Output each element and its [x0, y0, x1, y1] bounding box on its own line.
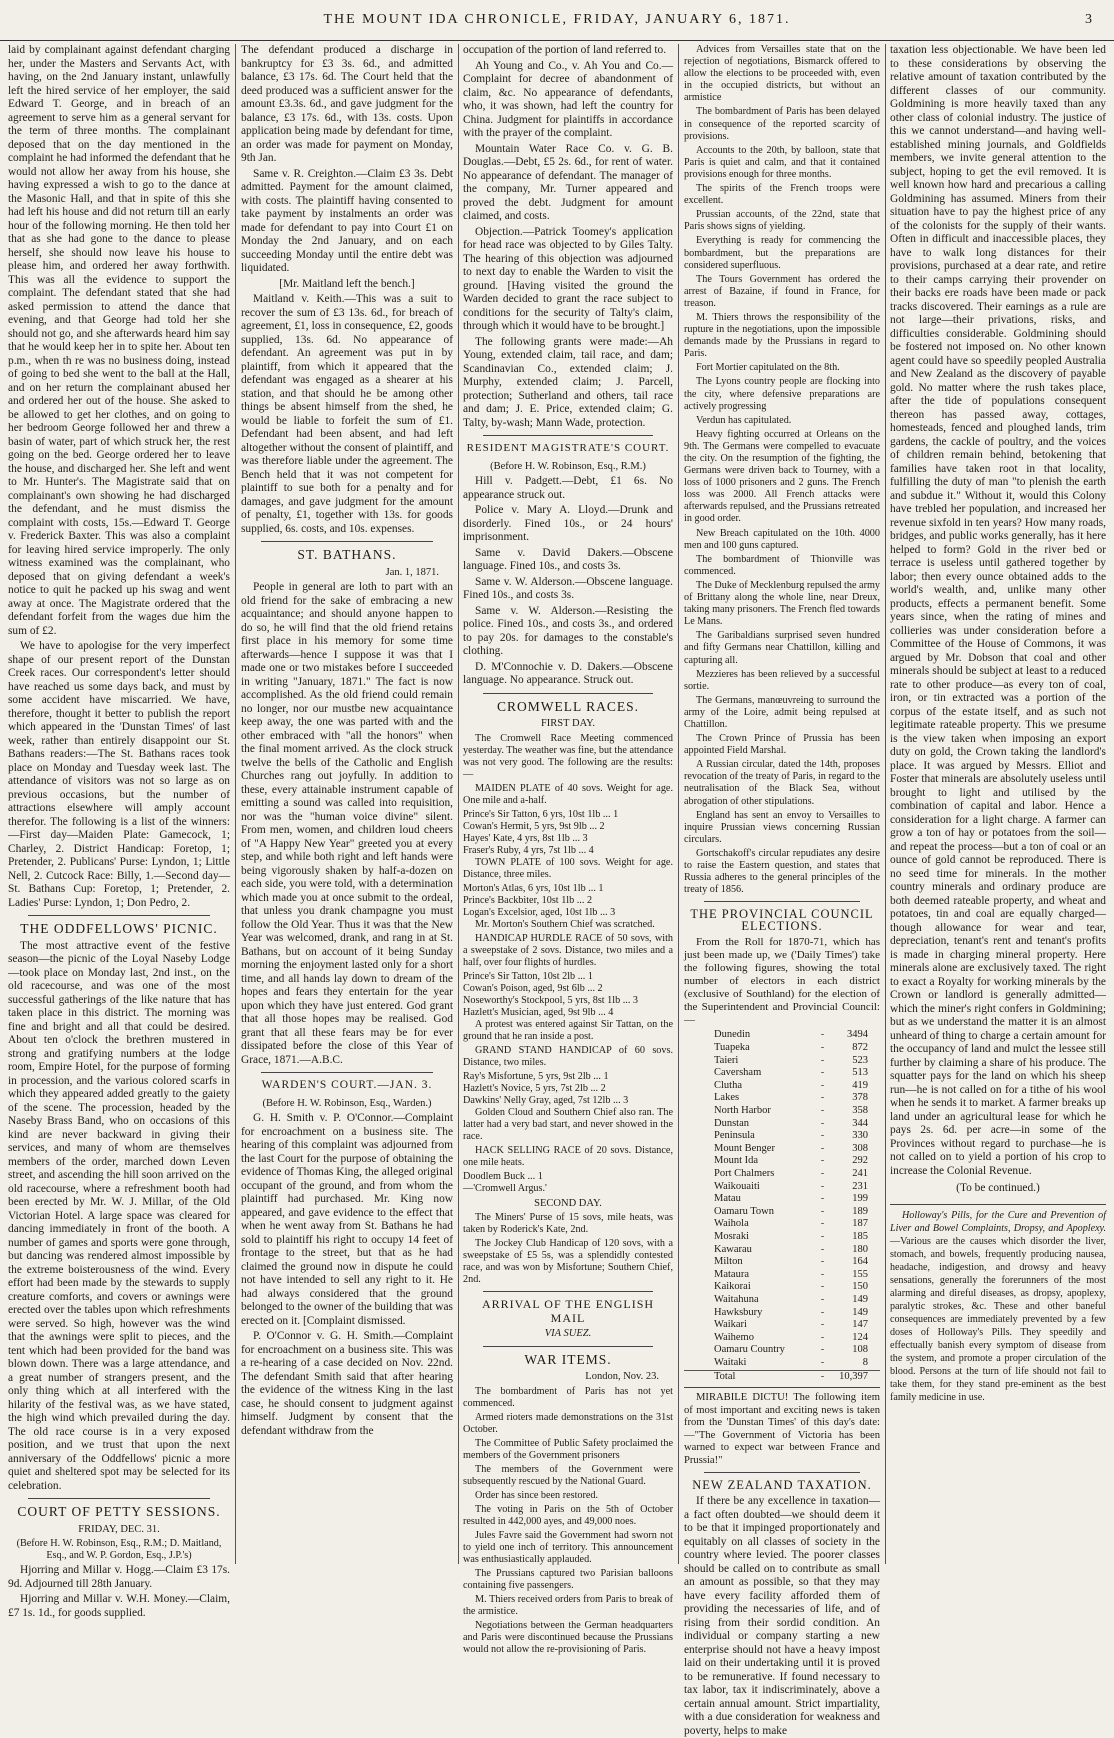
electors-count: 513: [852, 1067, 868, 1079]
electors-count: 241: [852, 1168, 868, 1179]
race-heading: TOWN PLATE of 100 sovs. Weight for age. Distance, three miles.: [463, 856, 673, 880]
race-note: Golden Cloud and Southern Chief also ran. The latter had a very bad start, and never showed in the race.: [463, 1106, 673, 1142]
case-paragraph: Hjorring and Millar v. W.H. Money.—Claim, £7 1s. 1d., for goods supplied.: [8, 1593, 230, 1619]
war-item: The bombardment of Paris has not yet commenced.: [463, 1385, 673, 1409]
electors-row: Peninsula - 330: [684, 1130, 880, 1143]
taxation-continuation: taxation less objectionable. We have been led to these considerations by observing the relative amount of taxation contributed by the different classes of our community. Goldmining is more heavily taxed than any other class of colonial industry. The justice of this we cannot understand—and having well-established mining journals, and Goldfields members, we invite general attention to the subject, hoping to get the evil removed. It is well known how hard and precarious a calling Goldmining has assumed. Miners from their situation have to pay the highest price of any of the colonists for the supply of their wants. Often in difficult and inaccessible places, they have to walk long distances for their provisions, purchased at a dear rate, and retire to their camps carrying their provender on their backs ere roads have been made or pack tracks discovered. Their earnings as a rule are not large—their privations, risks, and difficulties considerable. Goldmining should be fostered not imposed on. No other known agent could have so speedily peopled Australia and New Zealand as the discovery of payable gold. No matter where the rush takes place, after the tide of populations consequent thereon has passed away, cottages, homesteads, fenced and ploughed lands, trim gardens, the cackle of poultry, and the voices of children remain behind, betokening that families have taken root in that locality, fulfilling the duty of man "to plenish the earth and subdue it." Without it, would this Colony have trebled her population, and increased her revenue sixfold in ten years? How many roads, bridges, and public works generally, has it here helped to form? Gold in the river bed or terrace is useless until gathered together by labor; then every ounce obtained adds to the world's wealth, and, unlike many other products, effects a permanent benefit. Some years since, when the rating of mines and collieries was under consideration before a Committee of the House of Commons, it was argued by Mr. Dobson that coal and other minerals should be subject at least to a reduced rate to other produce—as every ton of coal, iron, or tin extracted was a portion of the corpus of the estate itself, and as such not legitimate rateable property. This we presume is the view taken when imposing an export duty on gold, the Crown taking the landlord's place. It was argued by Messrs. Elliot and Foster that minerals are absolutely useless until brought to light and utilised by the combination of capital and labor. Hence a consideration for a light charge. A farmer can grow a ton of hay or potatoes from the soil—and repeat the process—but a ton of coal or an ounce of gold cannot be reproduced. There is no seed time for minerals. In the mother country minerals and ordinary produce are both deemed rateable property, and wheat and potatoes, tin and coal are equally charged—though allowance for wear and tear, depreciation, tenant's rent and tenant's profits is made in charging mineral property. Here minerals alone are exclusively taxed. The right to exact a Royalty for working minerals by the Crown or landlord is generally admitted—which the miner's right confers in Goldmining; but as we understand the matter it is an almost unheard of thing to charge a certain amount for the occupancy of land and mulct the lessee still further by claiming a share of his produce. The squatter pays for the land on which his sheep run—he is not called on for a tithe of his wool when he sends it to market. A farmer breaks up land under an agricultural lease for which he pays 2s. 6d. per acre—in some of the Provinces without regard to purchase—he is not called on to yield a portion of his crop to increase the Colonial Revenue.: [890, 44, 1106, 1177]
race-heading: HANDICAP HURDLE RACE of 50 sovs, with a sweepstake of 2 sovs. Distance, two miles and a half, over four flights of hurdles.: [463, 932, 673, 968]
district-name: Kawarau: [714, 1243, 752, 1255]
headline-wardens-court: WARDEN'S COURT.—JAN. 3.: [261, 1079, 433, 1091]
war-item: The Committee of Public Safety proclaimed the members of the Government prisoners: [463, 1437, 673, 1461]
electors-row: Oamaru Town - 189: [684, 1206, 880, 1219]
war-item: The spirits of the French troops were excellent.: [684, 183, 880, 207]
headline-war-items: WAR ITEMS.: [524, 1351, 612, 1367]
electors-count: 155: [852, 1268, 868, 1280]
electors-count: 164: [852, 1256, 868, 1268]
column-rule: [678, 44, 679, 1564]
district-name: Lakes: [714, 1092, 740, 1104]
electors-count: 358: [852, 1105, 868, 1117]
district-name: Taieri: [714, 1054, 739, 1066]
electors-row: Lakes - 378: [684, 1092, 880, 1105]
race-result: Cowan's Hermit, 5 yrs, 9st 9lb ... 2: [463, 820, 605, 832]
district-name: Kaikorai: [714, 1281, 751, 1293]
electors-count: 8: [862, 1356, 868, 1368]
district-name: Caversham: [714, 1067, 762, 1079]
total-value: 10,397: [825, 1370, 880, 1383]
race-result: Doodlem Buck ... 1: [463, 1170, 543, 1182]
divider: [261, 1072, 433, 1073]
race-result: Hazlett's Musician, aged, 9st 9lb ... 4: [463, 1006, 614, 1018]
race-result: Prince's Sir Tatton, 10st 2lb ... 1: [463, 970, 593, 982]
war-item: Advices from Versailles state that on the rejection of negotiations, Bismarck offered to allow the elections to be proceeded with, even in the occupied districts, but without an armistice: [684, 44, 880, 104]
electors-row: Taieri - 523: [684, 1055, 880, 1068]
district-name: Waikari: [714, 1319, 747, 1331]
war-item: Mezzieres has been relieved by a successful sortie.: [684, 668, 880, 692]
district-name: Tuapeka: [714, 1042, 750, 1054]
electors-row: Port Chalmers - 241: [684, 1168, 880, 1181]
case-paragraph: Ah Young and Co., v. Ah You and Co.—Complaint for decree of abandonment of claim, &c. No appearance of defendants, who, it was shown, had left the country for China. Judgment for plaintiffs in accordance with the prayer of the complaint.: [463, 59, 673, 139]
electors-row: Hawksbury - 149: [684, 1307, 880, 1320]
divider: [704, 1472, 860, 1473]
war-item: New Breach capitulated on the 10th. 4000 men and 100 guns captured.: [684, 527, 880, 551]
rm-court-bench: (Before H. W. Robinson, Esq., R.M.): [490, 460, 646, 472]
district-name: Mataura: [714, 1268, 749, 1280]
case-paragraph: Mountain Water Race Co. v. G. B. Douglas.—Debt, £5 2s. 6d., for rent of water. No appearance of defendant. The manager of the company, Mr. Turner appeared and proved the debt. Judgment for amount claimed, and costs.: [463, 142, 673, 222]
race-day-heading: SECOND DAY.: [534, 1197, 602, 1209]
article-continuation: laid by complainant against defendant charging her, under the Masters and Servants Act, with having, on the 2nd January instant, unlawfully left the hired service of her employer, the said Edward T. George, and in breach of an agreement to serve him as a general servant for the term of three months. The complainant deposed that on the day mentioned in the complaint he had informed the defendant that he would not allow her away from his house, she having expressed a wish to go to the dance at the Masonic Hall, and that in spite of this she had left his house and did not return till an early hour of the following morning. He then told her that as she had gone to the dance to please herself, she should now leave his house to please him, and ordered her away forthwith. This was all the evidence to support the complaint. The defendant stated that she had asked permission to attend the dance that evening, and that George had told her she should not go, and she afterwards heard him say that he would keep her in to spite her. About ten p.m., when th re was no business doing, instead of going to bed she went to the ball at the Hall, and on her return the complainant abused her and ordered her out of the house. She asked to be allowed to get her clothes, and on going to her bedroom George followed her and threw a basin of water, part of which struck her, the rest going on the bed. George ordered her to leave the house, and discharged her. She left and went to Mr. Hunter's. The Magistrate said that on complainant's own showing he had discharged the defendant, and he must dismiss the complaint with costs, 15s.—Edward T. George v. Frederick Baxter. This was also a complaint for leaving hired service improperly. The only witness examined was the complainant, who deposed that on giving defendant a week's notice to quit he packed up his swag and went away at once. The Magistrate ordered that the defendant forfeit from the wages due him the sum of £2.: [8, 44, 230, 637]
electors-count: 180: [852, 1243, 868, 1255]
divider: [890, 1204, 1106, 1205]
case-paragraph: Same v. W. Alderson.—Resisting the police. Fined 10s., and costs 3s., and ordered to pay 20s. for damages to the constable's clothing.: [463, 604, 673, 657]
divider: [483, 1346, 653, 1347]
electors-row: Kawarau - 180: [684, 1244, 880, 1257]
war-item: Negotiations between the German headquarters and Paris were discontinued because the Prussians would not allow the re-provisioning of Paris.: [463, 1619, 673, 1655]
newspaper-title: THE MOUNT IDA CHRONICLE, FRIDAY, JANUARY 6, 1871.: [323, 12, 791, 27]
electors-row: Milton - 164: [684, 1256, 880, 1269]
wardens-court-bench: (Before H. W. Robinson, Esq., Warden.): [262, 1097, 432, 1109]
war-item: Gortschakoff's circular repudiates any desire to raise the Eastern question, and states that Russia adheres to the general principles of the treaty of 1856.: [684, 847, 880, 896]
district-name: Mosraki: [714, 1230, 749, 1242]
electors-row: Mosraki - 185: [684, 1231, 880, 1244]
war-item: The Lyons country people are flocking into the city, where defensive preparations are actively progressing: [684, 376, 880, 412]
war-item: The Crown Prince of Prussia has been appointed Field Marshal.: [684, 733, 880, 757]
electors-count: 308: [852, 1142, 868, 1154]
district-name: Dunstan: [714, 1117, 749, 1129]
war-item: Prussian accounts, of the 22nd, state that Paris shows signs of yielding.: [684, 209, 880, 233]
electors-row: Caversham - 513: [684, 1067, 880, 1080]
st-bathans-paragraph: People in general are loth to part with an old friend for the sake of embracing a new acquaintance; and should anyone happen to do so, he will find that the old friend retains first place in his memory for some time afterwards—hence I suppose it was that I made one or two mistakes before I succeeded in writing "January, 1871." The fact is now accomplished. As the old friend could remain no longer, nor our mustbe new acquaintance keep away, the one was parted with and the other embraced with "all the honors" when the final moment arrived. As the clock struck twelve the bells of the Catholic and English Churches rang out joyfully. In addition to these, every attainable instrument capable of emitting a sound was called into requisition, nor was the "human voice divine" silent. From men, women, and children loud cheers of "A Happy New Year" greeted you at every step, and while both right and left hands were being vigorously shaken by half-a-dozen on each side, you were told, with a determination which made you at once submit to the ordeal, that unless you drank champagne you must follow the Old Year. Thus it was that the New Year was welcomed, drank, and rang in at St. Bathans, but on account of it being Sunday morning the enjoyment lasted only for a short time, and all hands lay down to dream of the hopes and fears they entertain for the year upon which they have just entered. God grant that all those hopes may be realised. God grant that all these fears may be for ever dissipated before the close of this Year of Grace, 1871.—A.B.C.: [241, 581, 453, 1066]
war-item: Armed rioters made demonstrations on the 31st October.: [463, 1411, 673, 1435]
source-credit: —'Cromwell Argus.': [463, 1182, 547, 1194]
case-paragraph: Same v. R. Creighton.—Claim £3 3s. Debt admitted. Payment for the amount claimed, with costs. The plaintiff having consented to take payment by instalments an order was made for defendant to pay into Court £1 on Monday the 2nd January, and on each succeeding Monday until the entire debt was liquidated.: [241, 167, 453, 274]
elections-intro: From the Roll for 1870-71, which has just been made up, we ('Daily Times') take the following figures, showing the total number of electors in each district (exclusive of Southland) for the election of the Superintendent and Provincial Council:—: [684, 936, 880, 1027]
electors-count: 149: [852, 1306, 868, 1318]
electors-count: 150: [852, 1281, 868, 1293]
race-note: Mr. Morton's Southern Chief was scratched.: [475, 918, 655, 930]
headline-english-mail: ARRIVAL OF THE ENGLISH MAIL: [481, 1297, 655, 1325]
masthead: [0, 0, 1114, 41]
electors-count: 872: [852, 1042, 868, 1054]
electors-row: Waikari - 147: [684, 1319, 880, 1332]
case-paragraph: G. H. Smith v. P. O'Connor.—Complaint for encroachment on a business site. The hearing of this complaint was adjourned from the last Court for the purpose of obtaining the evidence of Thomas King, the alleged original occupant of the ground, and from whom the plaintiff had purchased. Mr. King now appeared, and gave evidence to the effect that when he went away from St. Bathans he had sold to plaintiff his right to occupy 14 feet of frontage to the street, but that as he had claimed the ground now in dispute he could not have intended to sell any right to it. He had always considered that the ground belonged to the owner of the building that was erected on it. [Complaint dismissed.: [241, 1112, 453, 1327]
race-result: Morton's Atlas, 6 yrs, 10st 1lb ... 1: [463, 882, 604, 894]
electors-row: Dunstan - 344: [684, 1118, 880, 1131]
race-day-heading: FIRST DAY.: [540, 718, 596, 729]
district-name: Matau: [714, 1193, 741, 1205]
advert-title: Holloway's Pills, for the Cure and Prevention of Liver and Bowel Complaints, Dropsy, and Apoplexy.: [890, 1209, 1106, 1234]
war-item: England has sent an envoy to Versailles to inquire Prussian views concerning Russian circulars.: [684, 809, 880, 845]
electors-row: North Harbor - 358: [684, 1105, 880, 1118]
electors-row: Mount Ida - 292: [684, 1155, 880, 1168]
electors-count: 149: [852, 1293, 868, 1305]
electors-count: 523: [852, 1054, 868, 1066]
district-name: Waitahuna: [714, 1293, 759, 1305]
column-3: [463, 44, 673, 1655]
case-paragraph: Maitland v. Keith.—This was a suit to recover the sum of £3 13s. 6d., for breach of agreement, £1, loss in consequence, £2, goods supplied, 13s. 6d. No appearance of defendant. An agreement was put in by plaintiff, from which it appeared that the defendant was engaged as a shearer at his station, and that should he be among other things be absent himself from the shed, he would be liable to forfeit the sum of £1. Defendant had been absent, and had left altogether without the consent of plaintiff, and was therefore liable under the agreement. The Bench held that it was not competent for plaintiff to sue both for a penalty and for damages, and gave judgment for the amount of penalty, £1, together with 13s. for goods supplied, 6s. costs, and 10s. expenses.: [241, 293, 453, 535]
race-heading: GRAND STAND HANDICAP of 60 sovs. Distance, two miles.: [463, 1044, 673, 1068]
race-note: A protest was entered against Sir Tattan, on the ground that he ran inside a post.: [463, 1018, 673, 1042]
electors-count: 147: [852, 1319, 868, 1331]
headline-cromwell-races: CROMWELL RACES.: [496, 698, 639, 714]
electors-count: 419: [852, 1079, 868, 1091]
column-2: [241, 44, 453, 1564]
war-item: Jules Favre said the Government had sworn not to yield one inch of territory. This announcement was enthusiastically applauded.: [463, 1529, 673, 1565]
divider: [483, 435, 653, 436]
divider: [28, 1498, 210, 1499]
electors-table: [684, 1029, 880, 1383]
war-item: Fort Mortier capitulated on the 8th.: [696, 362, 840, 374]
case-paragraph: The following grants were made:—Ah Young, extended claim, tail race, and dam; Scandinavian Co., extended claim; J. Murphy, extended claim; J. Parcell, protection; Sutherland and others, tail race and dam; J. E. Price, extended claim; G. Talty, by-wash; Mann Wade, protection.: [463, 335, 673, 429]
electors-count: 378: [852, 1092, 868, 1104]
race-result: Cowan's Poison, aged, 9st 6lb ... 2: [463, 982, 603, 994]
column-rule: [458, 44, 459, 1564]
war-item: The Duke of Mecklenburg repulsed the army of Brittany along the whole line, near Dreux, taking many prisoners. The French fled towards Le Mans.: [684, 579, 880, 628]
dateline: Jan. 1, 1871.: [385, 566, 439, 578]
race-result: Logan's Excelsior, aged, 10st 1lb ... 3: [463, 906, 616, 918]
dateline: London, Nov. 23.: [585, 1371, 659, 1382]
headline-nz-taxation: NEW ZEALAND TAXATION.: [692, 1478, 872, 1493]
district-name: Hawksbury: [714, 1306, 763, 1318]
race-heading: MAIDEN PLATE of 40 sovs. Weight for age. One mile and a-half.: [463, 782, 673, 806]
column-5: [890, 44, 1106, 1564]
electors-count: 292: [852, 1155, 868, 1167]
district-name: Mount Benger: [714, 1142, 775, 1154]
divider: [483, 693, 653, 694]
war-item: The Garibaldians surprised seven hundred and fifty Germans near Chattillon, killing and capturing all.: [684, 630, 880, 666]
war-item: A Russian circular, dated the 14th, proposes revocation of the treaty of Paris, in regard to the neutralisation of the Black Sea, without abrogation of other stipulations.: [684, 759, 880, 807]
electors-count: 3494: [847, 1029, 868, 1041]
district-name: Peninsula: [714, 1130, 755, 1142]
case-paragraph: occupation of the portion of land referred to.: [463, 44, 667, 56]
column-4: [684, 44, 880, 1737]
district-name: Clutha: [714, 1079, 742, 1091]
divider: [704, 901, 860, 902]
electors-row: Waitaki - 8: [684, 1357, 880, 1370]
total-label: Total: [684, 1370, 820, 1383]
mirabile-dictu-note: MIRABILE DICTU! The following item of most important and exciting news is taken from the 'Dunstan Times' of this day's date:—"The Government of Victoria has been warned to expect war between France and Prussia!": [684, 1392, 880, 1466]
electors-row: Waihemo - 124: [684, 1332, 880, 1345]
electors-count: 185: [852, 1230, 868, 1242]
case-paragraph: Same v. David Dakers.—Obscene language. Fined 10s., and costs 3s.: [463, 546, 673, 572]
st-bathans-races-note: We have to apologise for the very imperfect shape of our present report of the Dunstan Creek races. Our correspondent's letter should have reached us some days back, and must by some accident have miscarried. We have, therefore, thought it better to publish the report which appeared in the 'Dunstan Times' of last week, rather than entirely disappoint our St. Bathans readers:—The St. Bathans races took place on Monday and Tuesday week last. The attendance of visitors was not so large as on previous occasions, but the number of attractions elsewhere will amply account therefor. The following is a list of the winners:—First day—Maiden Plate: Gamecock, 1; Charley, 2. District Handicap: Foretop, 1; Pretender, 2. Publicans' Purse: Lyndon, 1; Little Nell, 2. Cutcock Race: Billy, 1.—Second day—St. Bathans Cup: Foretop, 1; Pretender, 2. Ladies' Purse: Lyndon, 1; Don Pedro, 2.: [8, 640, 230, 909]
war-item: The Germans, manœuvreing to surround the army of the Loire, admit being repulsed at Chattillon.: [684, 694, 880, 730]
war-item: The Prussians captured two Parisian balloons containing five passengers.: [463, 1567, 673, 1591]
race-note: The Miners' Purse of 15 sovs, mile heats, was taken by Roderick's Kate, 2nd.: [463, 1212, 673, 1235]
case-paragraph: P. O'Connor v. G. H. Smith.—Complaint for encroachment on a business site. This was a re-hearing of a case decided on Nov. 22nd. The defendant Smith said that after hearing the evidence of the witness King in the last case, he should consent to judgment against himself. Judgment by consent that the defendant withdraw from the: [241, 1330, 453, 1437]
electors-total-row: Total - 10,397: [684, 1370, 880, 1383]
taxation-paragraph: If there be any excellence in taxation—a fact often doubted—we should deem it to be that it impinged proportionately and equitably on all classes of society in the country where levied. The poorer classes should be called on to contribute as small an amount as possible, so that they may have every facility afforded them of providing the necessaries of life, and of rising from their sordid condition. An individual or company starting a new enterprise should not have a heavy impost laid on their undertaking until it is proved to be remunerative. If found necessary to tax labor, tax it indiscriminately, above a certain annual amount. Strict impartiality, with a due consideration for weakness and poverty, helps to make: [684, 1495, 880, 1737]
district-name: Waitaki: [714, 1356, 747, 1368]
race-result: Hazlett's Novice, 5 yrs, 7st 2lb ... 2: [463, 1082, 606, 1094]
petty-sessions-bench: (Before H. W. Robinson, Esq., R.M.; D. Maitland, Esq., and W. P. Gordon, Esq., J.P.'s): [16, 1538, 222, 1561]
electors-row: Oamaru Country - 108: [684, 1344, 880, 1357]
war-item: The Tours Government has ordered the arrest of Bazaine, if found in France, for treason.: [684, 273, 880, 309]
electors-count: 344: [852, 1117, 868, 1129]
electors-count: 330: [852, 1130, 868, 1142]
bench-note: [Mr. Maitland left the bench.]: [279, 277, 415, 290]
war-item: Heavy fighting occurred at Orleans on the 9th. The Germans were compelled to evacuate the city. On the resumption of the fighting, the Germans were driven back to Tourney, with a loss of 1000 prisoners and 2 guns. The French loss was 2000. All French attacks were afterwards repulsed, and the Prussians retreated in good order.: [684, 428, 880, 525]
war-item: The members of the Government were subsequently rescued by the National Guard.: [463, 1463, 673, 1487]
electors-row: Tuapeka - 872: [684, 1042, 880, 1055]
case-paragraph: D. M'Connochie v. D. Dakers.—Obscene language. No appearance. Struck out.: [463, 660, 673, 686]
electors-count: 108: [852, 1344, 868, 1356]
divider: [684, 1387, 880, 1388]
column-1: [8, 44, 230, 1619]
race-result: Fraser's Ruby, 4 yrs, 7st 1lb ... 4: [463, 844, 594, 856]
electors-row: Mount Benger - 308: [684, 1143, 880, 1156]
case-paragraph: Hill v. Padgett.—Debt, £1 6s. No appearance struck out.: [463, 475, 673, 501]
race-intro: The Cromwell Race Meeting commenced yesterday. The weather was fine, but the attendance was not very good. The following are the results:—: [463, 732, 673, 780]
war-item: The voting in Paris on the 5th of October resulted in 442,000 ayes, and 49,000 noes.: [463, 1503, 673, 1527]
petty-sessions-date: FRIDAY, DEC. 31.: [78, 1523, 160, 1535]
electors-count: 231: [852, 1180, 868, 1192]
war-item: Accounts to the 20th, by balloon, state that Paris is quiet and calm, and that it contained provisions enough for three months.: [684, 144, 880, 180]
to-be-continued: (To be continued.): [956, 1182, 1040, 1194]
electors-row: Clutha - 419: [684, 1080, 880, 1093]
district-name: Mount Ida: [714, 1155, 759, 1167]
electors-row: Waikouaiti - 231: [684, 1181, 880, 1194]
headline-provincial-council-elections: THE PROVINCIAL COUNCIL ELECTIONS.: [690, 907, 874, 934]
district-name: Dunedin: [714, 1029, 751, 1041]
divider: [261, 541, 433, 542]
electors-count: 124: [852, 1331, 868, 1343]
race-result: Prince's Sir Tatton, 6 yrs, 10st 1lb ... 1: [463, 808, 619, 820]
electors-count: 189: [852, 1205, 868, 1217]
electors-row: Matau - 199: [684, 1193, 880, 1206]
headline-petty-sessions: COURT OF PETTY SESSIONS.: [17, 1504, 221, 1519]
district-name: Oamaru Town: [714, 1205, 775, 1217]
headline-resident-magistrates-court: RESIDENT MAGISTRATE'S COURT.: [466, 442, 670, 454]
race-result: Dawkins' Nelly Gray, aged, 7st 12lb ... 3: [463, 1094, 629, 1106]
divider: [28, 915, 210, 916]
case-paragraph: Same v. W. Alderson.—Obscene language. Fined 10s., and costs 3s.: [463, 575, 673, 601]
electors-row: Mataura - 155: [684, 1269, 880, 1282]
race-heading: HACK SELLING RACE of 20 sovs. Distance, one mile heats.: [463, 1144, 673, 1168]
case-paragraph: The defendant produced a discharge in bankruptcy for £3 3s. 6d., and admitted balance, £3 17s. 6d. The Court held that the deed produced was a sufficient answer for the amount £3.3s. 6d., and gave judgment for the balance, £3 17s. 6d., with 13s. costs. Upon application being made by defendant for time, an order was made for payment on Monday, 9th Jan.: [241, 44, 453, 164]
case-paragraph: Hjorring and Millar v. Hogg.—Claim £3 17s. 9d. Adjourned till 28th January.: [8, 1564, 230, 1590]
case-paragraph: Objection.—Patrick Toomey's application for head race was objected to by Giles Talty. The hearing of this objection was adjourned to next day to enable the Warden to visit the ground. [Having visited the ground the Warden decided to grant the race subject to conditions for the security of Talty's claim, through which it would have to be brought.]: [463, 225, 673, 332]
race-note: The Jockey Club Handicap of 120 sovs, with a sweepstake of £5 5s, was a splendidly contested race, and was won by Misfortune; Southern Chief, 2nd.: [463, 1238, 673, 1285]
page-number: 3: [1085, 12, 1092, 27]
war-item: M. Thiers received orders from Paris to break of the armistice.: [463, 1593, 673, 1617]
war-item: Order has since been restored.: [475, 1489, 599, 1501]
column-rule: [235, 44, 236, 1564]
district-name: Oamaru Country: [714, 1344, 785, 1356]
electors-row: Waihola - 187: [684, 1218, 880, 1231]
war-item: Verdun has capitulated.: [696, 414, 792, 426]
electors-row: Dunedin - 3494: [684, 1029, 880, 1042]
mail-subheading: VIA SUEZ.: [544, 1328, 592, 1339]
advert-body: —Various are the causes which disorder the liver, stomach, and bowels, frequently producing nausea, headache, indigestion, and drowsy and heavy sensations, generally the forerunners of the most alarming and direful diseases, as dropsy, apoplexy, paralytic strokes, &c. These and other baneful consequences are immediately prevented by a few doses of Holloway's Pills. They speedily and effectually banish every symptom of disease from the system, and promote a proper circulation of the blood. Persons at the turn of life should not fail to take them, for they stand pre-eminent as the best family medicine in use.: [890, 1235, 1106, 1403]
war-item: Everything is ready for commencing the bombardment, but the preparations are considered superfluous.: [684, 235, 880, 271]
case-paragraph: Police v. Mary A. Lloyd.—Drunk and disorderly. Fined 10s., or 24 hours' imprisonment.: [463, 504, 673, 543]
headline-st-bathans: ST. BATHANS.: [297, 547, 397, 562]
electors-row: Waitahuna - 149: [684, 1294, 880, 1307]
headline-oddfellows-picnic: THE ODDFELLOWS' PICNIC.: [20, 921, 218, 936]
electors-count: 199: [852, 1193, 868, 1205]
oddfellows-paragraph: The most attractive event of the festive season—the picnic of the Loyal Naseby Lodge—took place on Monday last, 2nd inst., on the old racecourse, and was one of the most successful gatherings of the like nature that has taken place in this district. The morning was fine and bright and all that could be desired. About ten o'clock the brethren mustered in strong and gratifying numbers at the lodge room, Empire Hotel, for the purpose of forming in procession, and the various colored scarfs in which they appeared added greatly to the gaiety of the scene. The procession, headed by the Naseby Brass Band, who on occasions of this kind are never backward in giving their services, and many of whom are themselves members of the order, marched down Leven street, and ascending the hill soon arrived on the old racecourse, where a refreshment booth had been erected by Mr. W. J. Millar, of the Old Victorian Hotel. A large space was cleared for dancing immediately in front of the booth. A number of games and sports were gone through, but dancing was rendered almost impossible by the extreme boisterousness of the wind. Every effort had been made by the stewards to supply creature comforts, and covers or awnings were erected over the tables upon which refreshments were served. So high, however was the wind that the awnings were split to pieces, and the tent which had been provided for the band was blown down. There was a large attendance, and a great number of strangers present, and the only thing which at all interfered with the hilarity of the festival was, as we have stated, the high wind which prevailed during the day. The old race course is in a very exposed position, and we trust that upon the next anniversary of the Oddfellows' picnic a more quiet and sheltered spot may be selected for its celebration.: [8, 939, 230, 1492]
war-item: The bombardment of Paris has been delayed in consequence of the reported scarcity of provisions.: [684, 106, 880, 142]
district-name: North Harbor: [714, 1105, 771, 1117]
race-result: Ray's Misfortune, 5 yrs, 9st 2lb ... 1: [463, 1070, 609, 1082]
race-result: Noseworthy's Stockpool, 5 yrs, 8st 1lb ... 3: [463, 994, 639, 1006]
district-name: Waikouaiti: [714, 1180, 760, 1192]
divider: [483, 1291, 653, 1292]
electors-count: 187: [852, 1218, 868, 1230]
war-item: M. Thiers throws the responsibility of the rupture in the negotiations, upon the impossible demands made by the Prussians in regard to Paris.: [684, 311, 880, 360]
race-result: Prince's Backbiter, 10st 1lb ... 2: [463, 894, 593, 906]
district-name: Milton: [714, 1256, 743, 1268]
war-item: The bombardment of Thionville was commenced.: [684, 553, 880, 577]
district-name: Port Chalmers: [714, 1168, 775, 1179]
race-result: Hayes' Kate, 4 yrs, 8st 1lb ... 3: [463, 832, 588, 844]
district-name: Waihola: [714, 1218, 749, 1230]
electors-row: Kaikorai - 150: [684, 1281, 880, 1294]
holloways-pills-advert: [890, 1209, 1106, 1404]
column-rule: [885, 44, 886, 1564]
district-name: Waihemo: [714, 1331, 754, 1343]
